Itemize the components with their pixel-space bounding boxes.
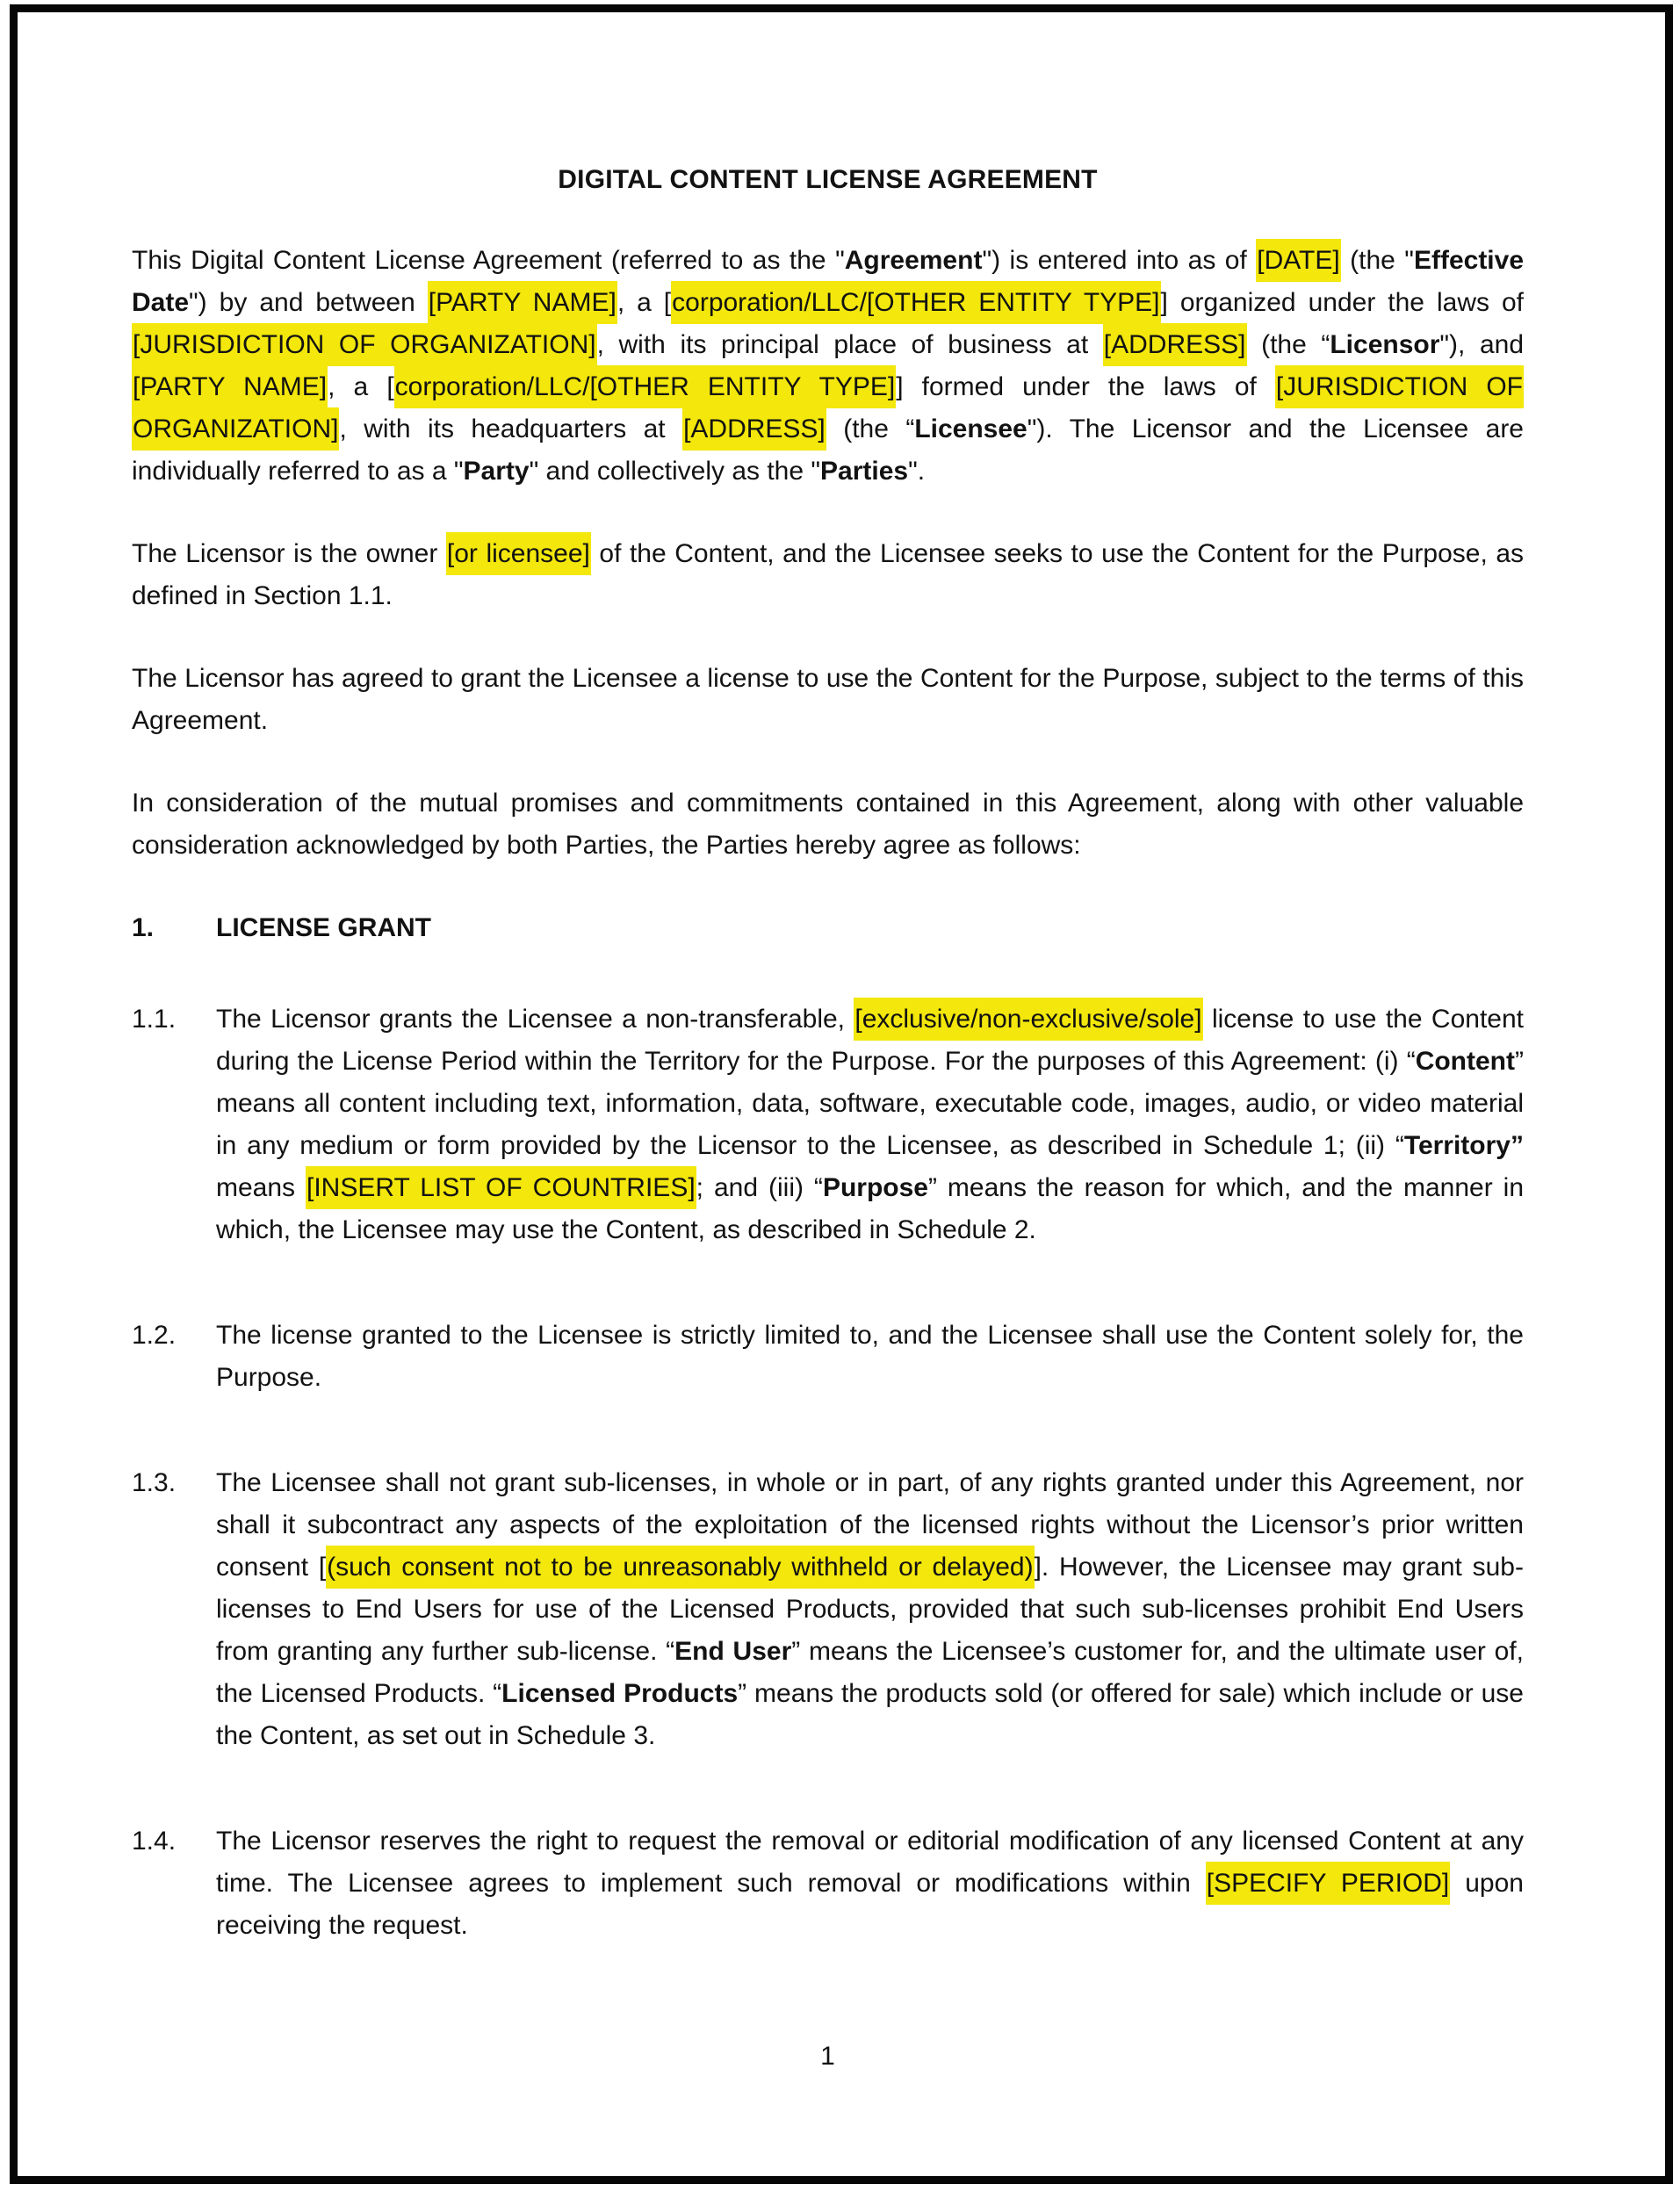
text-run: ] organized under the laws of	[1160, 288, 1524, 317]
text-run: Territory”	[1403, 1131, 1524, 1160]
text-run: ” means all content including text, information, data, software, executable code, images, audio, or video material in any medium or form provided by the Licensor to the Licensee, as described in Schedule 1; (ii) “	[216, 1047, 1524, 1160]
text-run: Licensed Products	[501, 1679, 739, 1708]
text-run: Licensee	[914, 414, 1027, 443]
text-run: ” means the Licensee’s customer for, and the ultimate user of, the Licensed Products. “	[216, 1637, 1524, 1708]
clause-text	[216, 1315, 1524, 1399]
highlighted-placeholder: [PARTY NAME]	[132, 365, 328, 408]
document-body	[132, 240, 1524, 1947]
paragraph	[132, 533, 1524, 617]
highlighted-placeholder: [or licensee]	[446, 532, 591, 575]
text-run: ; and (iii) “	[696, 1173, 823, 1202]
text-run: Purpose	[822, 1173, 928, 1202]
document-page	[132, 162, 1524, 2010]
text-run: This Digital Content License Agreement (referred to as the "	[132, 246, 845, 275]
page-number: 1	[820, 2042, 835, 2071]
clause-number: 1.	[132, 913, 155, 942]
highlighted-placeholder: [JURISDICTION OF ORGANIZATION]	[132, 323, 597, 366]
text-run: (the “	[826, 414, 915, 443]
text-run: , with its headquarters at	[339, 414, 683, 443]
text-run: The Licensor reserves the right to request the removal or editorial modification of any licensed Content at any time. The Licensee agrees to implement such removal or modifications within	[216, 1827, 1524, 1898]
paragraph	[132, 658, 1524, 742]
highlighted-placeholder: corporation/LLC/[OTHER ENTITY TYPE]	[394, 365, 897, 408]
text-run: (the "	[1340, 246, 1414, 275]
text-run: means	[216, 1173, 306, 1202]
numbered-clause	[132, 1462, 1524, 1757]
paragraph	[132, 240, 1524, 493]
highlighted-placeholder: [SPECIFY PERIOD]	[1206, 1862, 1451, 1905]
clause-number: 1.1.	[132, 1005, 177, 1034]
text-run: , with its principal place of business at	[596, 330, 1103, 359]
text-run: ] formed under the laws of	[896, 372, 1275, 401]
text-run: The Licensor has agreed to grant the Licensee a license to use the Content for the Purpose, subject to the terms of this Agreement.	[132, 664, 1524, 735]
numbered-clause	[132, 1315, 1524, 1399]
highlighted-placeholder: [JURISDICTION OF ORGANIZATION]	[132, 365, 1524, 450]
highlighted-placeholder: [PARTY NAME]	[428, 281, 617, 324]
text-run: of the Content, and the Licensee seeks to use the Content for the Purpose, as defined in Section 1.1.	[132, 539, 1525, 610]
text-run: End User	[674, 1637, 792, 1666]
text-run: , a [	[616, 288, 672, 317]
text-run: The license granted to the Licensee is strictly limited to, and the Licensee shall use the Content solely for, the Purpose.	[216, 1321, 1524, 1392]
text-run: " and collectively as the "	[529, 457, 821, 486]
highlighted-placeholder: [exclusive/non-exclusive/sole]	[854, 998, 1202, 1041]
text-run: (the “	[1246, 330, 1330, 359]
text-run: license to use the Content during the License Period within the Territory for the Purpose. For the purposes of this Agreement: (i) “	[216, 1005, 1524, 1076]
text-run: The Licensor is the owner	[132, 539, 446, 568]
text-run: Effective Date	[132, 246, 1525, 317]
text-run: Agreement	[844, 246, 983, 275]
text-run: Parties	[820, 457, 909, 486]
text-run: The Licensor grants the Licensee a non-transferable,	[216, 1005, 854, 1034]
text-run: upon receiving the request.	[216, 1869, 1524, 1940]
numbered-clause	[132, 998, 1524, 1251]
highlighted-placeholder: (such consent not to be unreasonably withheld or delayed)	[326, 1546, 1034, 1589]
text-run: LICENSE GRANT	[216, 913, 432, 942]
text-run: ” means the products sold (or offered for sale) which include or use the Content, as set out in Schedule 3.	[216, 1679, 1524, 1750]
highlighted-placeholder: [DATE]	[1256, 239, 1340, 282]
highlighted-placeholder: corporation/LLC/[OTHER ENTITY TYPE]	[671, 281, 1160, 324]
text-run: ") by and between	[189, 288, 428, 317]
text-run: Party	[463, 457, 530, 486]
paragraph	[132, 782, 1524, 867]
text-run: , a [	[328, 372, 394, 401]
text-run: "), and	[1439, 330, 1525, 359]
text-run: ]. However, the Licensee may grant sub-licenses to End Users for use of the Licensed Products, provided that such sub-licenses prohibit End Users from granting any further sub-license. “	[216, 1553, 1524, 1666]
document-title: DIGITAL CONTENT LICENSE AGREEMENT	[558, 165, 1098, 194]
highlighted-placeholder: [INSERT LIST OF COUNTRIES]	[306, 1166, 696, 1209]
text-run: The Licensee shall not grant sub-licenses, in whole or in part, of any rights granted under this Agreement, nor shall it subcontract any aspects of the exploitation of the licensed rights without the Licensor’s prior written consent [	[216, 1468, 1524, 1582]
text-run: ” means the reason for which, and the manner in which, the Licensee may use the Content, as described in Schedule 2.	[216, 1173, 1525, 1244]
clause-number: 1.2.	[132, 1321, 177, 1350]
clause-number: 1.3.	[132, 1468, 177, 1497]
clause-text	[216, 907, 1524, 949]
text-run: "). The Licensor and the Licensee are individually referred to as a "	[132, 414, 1524, 486]
clause-number: 1.4.	[132, 1827, 177, 1856]
section-heading	[132, 907, 1524, 949]
text-run: In consideration of the mutual promises and commitments contained in this Agreement, along with other valuable consideration acknowledged by both Parties, the Parties hereby agree as follows:	[132, 789, 1524, 860]
highlighted-placeholder: [ADDRESS]	[682, 407, 826, 450]
highlighted-placeholder: [ADDRESS]	[1103, 323, 1247, 366]
numbered-clause	[132, 1820, 1524, 1947]
text-run: ") is entered into as of	[982, 246, 1257, 275]
clause-text	[216, 1462, 1524, 1757]
text-run: ".	[908, 457, 926, 486]
text-run: Content	[1415, 1047, 1515, 1076]
clause-text	[216, 998, 1524, 1251]
text-run: Licensor	[1330, 330, 1440, 359]
clause-text	[216, 1820, 1524, 1947]
